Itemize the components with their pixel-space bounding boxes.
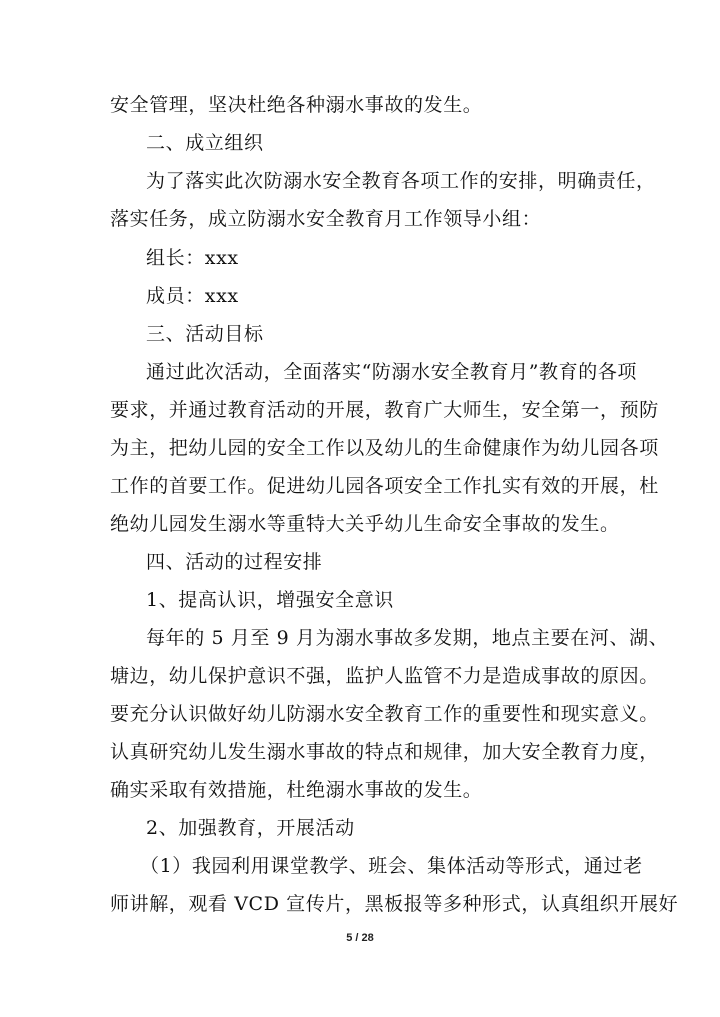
paragraph-line: 安全管理，坚决杜绝各种溺水事故的发生。 (110, 94, 483, 116)
paragraph-line: 确实采取有效措施，杜绝溺水事故的发生。 (110, 779, 483, 801)
page-number: 5 / 28 (346, 932, 374, 944)
paragraph-line: 落实任务，成立防溺水安全教育月工作领导小组： (110, 208, 542, 230)
section-heading: 二、成立组织 (146, 132, 264, 154)
paragraph-line: 为主，把幼儿园的安全工作以及幼儿的生命健康作为幼儿园各项 (110, 437, 659, 459)
paragraph-line: （1）我园利用课堂教学、班会、集体活动等形式，通过老 (140, 855, 643, 877)
section-heading: 三、活动目标 (146, 323, 264, 345)
subsection-heading: 2、加强教育，开展活动 (146, 817, 355, 839)
paragraph-line: 每年的 5 月至 9 月为溺水事故多发期，地点主要在河、湖、 (146, 627, 669, 649)
paragraph-line: 为了落实此次防溺水安全教育各项工作的安排，明确责任， (146, 170, 656, 192)
paragraph-line: 成员：xxx (146, 285, 239, 307)
paragraph-line: 要求，并通过教育活动的开展，教育广大师生，安全第一，预防 (110, 399, 659, 421)
paragraph-line: 塘边，幼儿保护意识不强，监护人监管不力是造成事故的原因。 (110, 665, 659, 687)
section-heading: 四、活动的过程安排 (146, 551, 323, 573)
paragraph-line: 师讲解，观看 VCD 宣传片，黑板报等多种形式，认真组织开展好 (110, 893, 679, 915)
paragraph-line: 工作的首要工作。促进幼儿园各项安全工作扎实有效的开展，杜 (110, 475, 659, 497)
paragraph-line: 通过此次活动，全面落实“防溺水安全教育月”教育的各项 (146, 361, 638, 383)
paragraph-line: 组长：xxx (146, 247, 239, 269)
paragraph-line: 绝幼儿园发生溺水等重特大关乎幼儿生命安全事故的发生。 (110, 513, 620, 535)
paragraph-line: 要充分认识做好幼儿防溺水安全教育工作的重要性和现实意义。 (110, 703, 659, 725)
subsection-heading: 1、提高认识，增强安全意识 (146, 589, 394, 611)
paragraph-line: 认真研究幼儿发生溺水事故的特点和规律，加大安全教育力度， (110, 741, 659, 763)
